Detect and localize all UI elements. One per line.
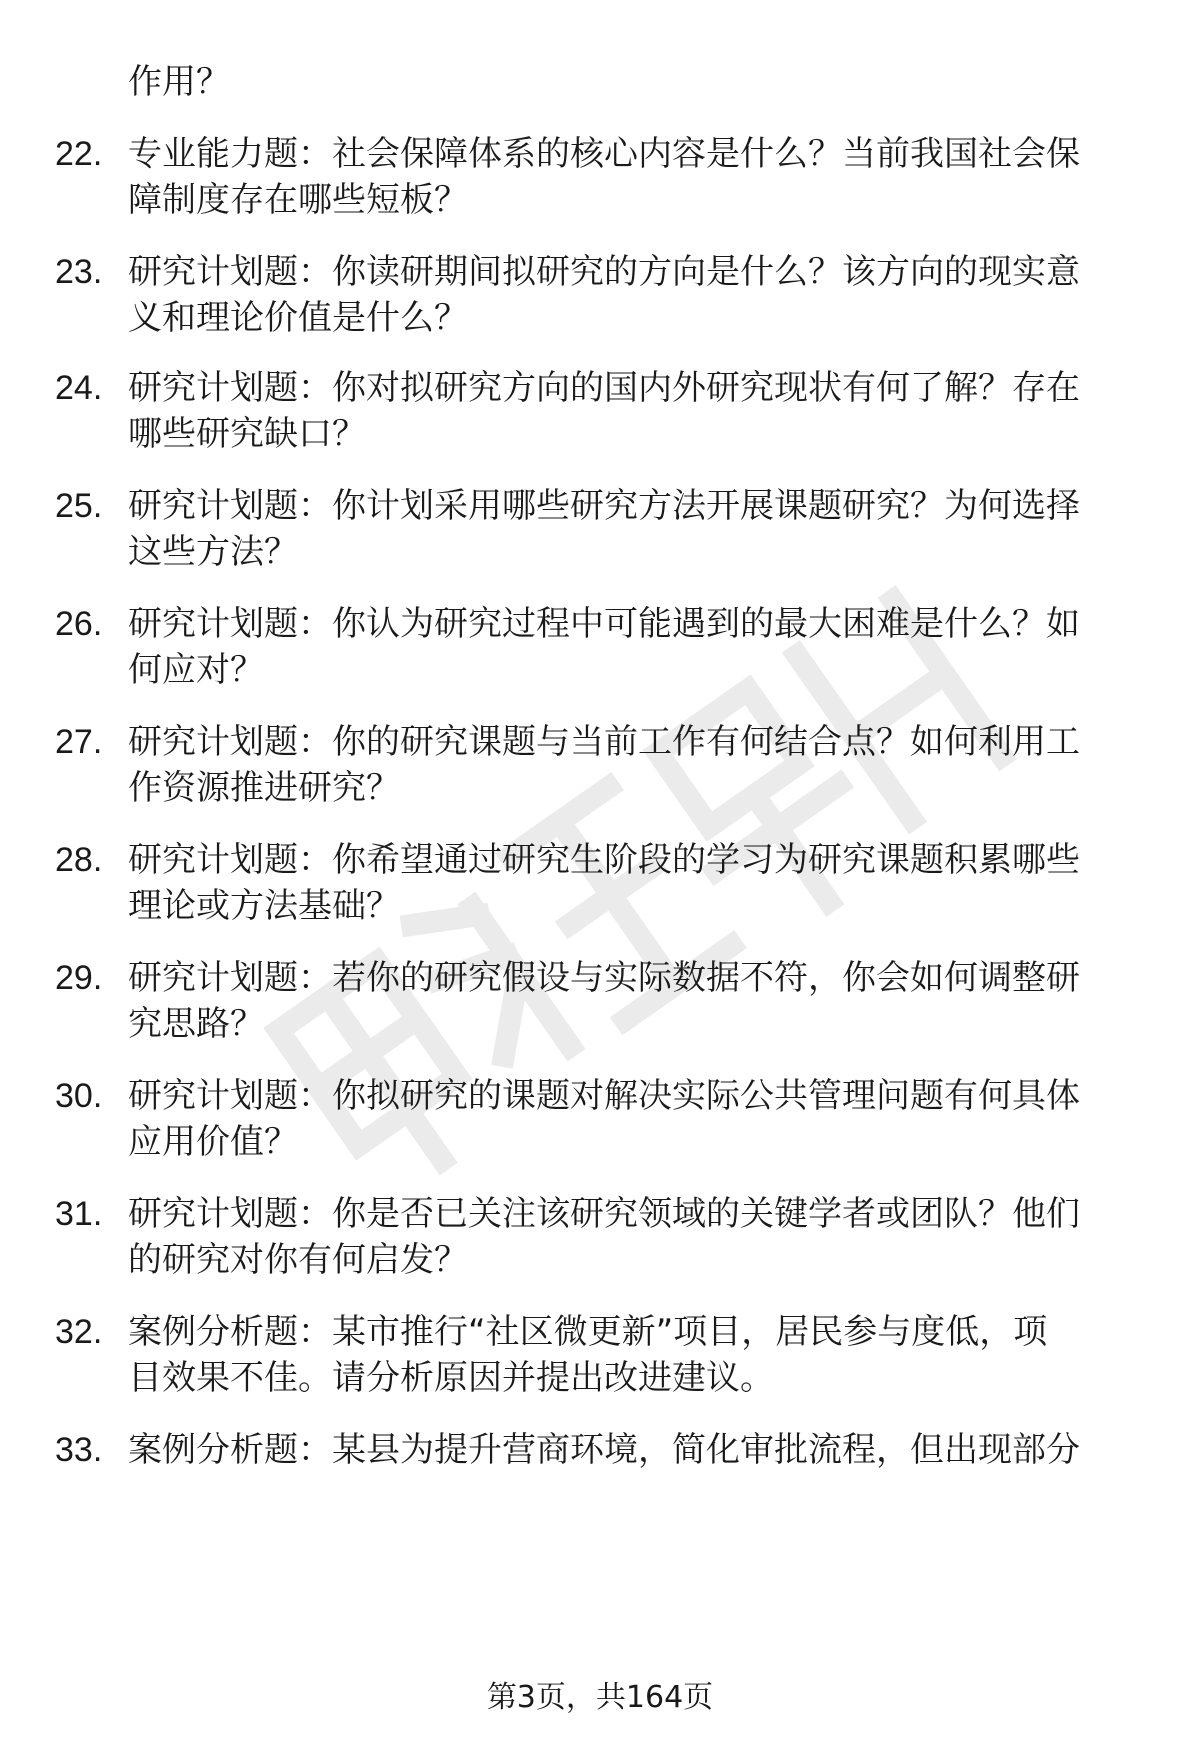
question-text-line2: 的研究对你有何启发？ <box>128 1240 468 1280</box>
question-text-line2: 这些方法？ <box>128 532 298 572</box>
question-number: 32. <box>55 1313 103 1351</box>
question-text-line2: 理论或方法基础？ <box>128 886 400 926</box>
question-number: 33. <box>55 1431 103 1469</box>
question-text-line1: 研究计划题：你认为研究过程中可能遇到的最大困难是什么？如 <box>128 604 1080 644</box>
question-number: 29. <box>55 959 103 997</box>
question-text-line1: 案例分析题：某县为提升营商环境，简化审批流程，但出现部分 <box>128 1430 1080 1470</box>
question-item-24 <box>0 364 1200 464</box>
question-number: 27. <box>55 723 103 761</box>
question-number: 25. <box>55 487 103 525</box>
question-text-line1: 专业能力题：社会保障体系的核心内容是什么？当前我国社会保 <box>128 134 1080 174</box>
question-number: 31. <box>55 1195 103 1233</box>
question-number: 28. <box>55 841 103 879</box>
question-text-line1: 研究计划题：你拟研究的课题对解决实际公共管理问题有何具体 <box>128 1076 1080 1116</box>
question-text-line1: 研究计划题：若你的研究假设与实际数据不符，你会如何调整研 <box>128 958 1080 998</box>
question-text-line1: 研究计划题：你计划采用哪些研究方法开展课题研究？为何选择 <box>128 486 1080 526</box>
question-item-32 <box>0 1308 1200 1408</box>
continuation-line: 作用？ <box>128 62 230 102</box>
question-item-29 <box>0 954 1200 1054</box>
question-number: 23. <box>55 253 103 291</box>
page-footer: 第3页，共164页 <box>486 1680 714 1715</box>
question-item-22 <box>0 130 1200 230</box>
question-text-line1: 研究计划题：你对拟研究方向的国内外研究现状有何了解？存在 <box>128 368 1080 408</box>
question-text-line2: 究思路？ <box>128 1004 264 1044</box>
question-item-33 <box>0 1426 1200 1526</box>
question-text-line2: 何应对？ <box>128 650 264 690</box>
question-item-25 <box>0 482 1200 582</box>
question-text-line2: 义和理论价值是什么？ <box>128 298 468 338</box>
question-text-line2: 障制度存在哪些短板？ <box>128 180 468 220</box>
question-text-line1: 研究计划题：你希望通过研究生阶段的学习为研究课题积累哪些 <box>128 840 1080 880</box>
question-item-31 <box>0 1190 1200 1290</box>
question-number: 24. <box>55 369 103 407</box>
question-text-line2: 作资源推进研究？ <box>128 768 400 808</box>
question-item-26 <box>0 600 1200 700</box>
question-number: 26. <box>55 605 103 643</box>
question-item-27 <box>0 718 1200 818</box>
question-text-line2: 应用价值？ <box>128 1122 298 1162</box>
question-item-30 <box>0 1072 1200 1172</box>
question-text-line2: 目效果不佳。请分析原因并提出改进建议。 <box>128 1358 774 1398</box>
question-item-28 <box>0 836 1200 936</box>
question-number: 22. <box>55 135 103 173</box>
question-text-line1: 研究计划题：你的研究课题与当前工作有何结合点？如何利用工 <box>128 722 1080 762</box>
question-item-23 <box>0 248 1200 348</box>
question-number: 30. <box>55 1077 103 1115</box>
question-text-line1: 案例分析题：某市推行“社区微更新”项目，居民参与度低，项 <box>128 1312 1048 1352</box>
question-text-line1: 研究计划题：你是否已关注该研究领域的关键学者或团队？他们 <box>128 1194 1080 1234</box>
question-text-line1: 研究计划题：你读研期间拟研究的方向是什么？该方向的现实意 <box>128 252 1080 292</box>
question-text-line2: 哪些研究缺口？ <box>128 414 366 454</box>
